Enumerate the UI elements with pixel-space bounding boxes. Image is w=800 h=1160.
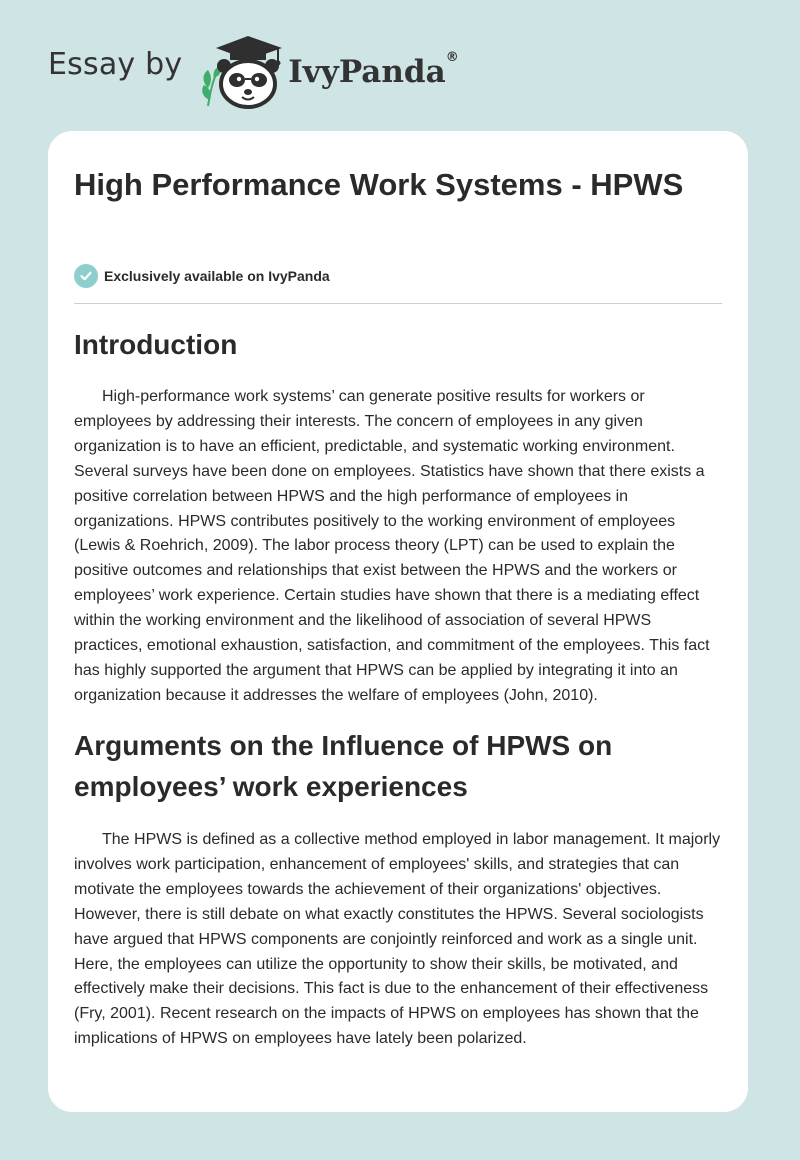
- section-paragraph-introduction: High-performance work systems’ can generate positive results for workers or employees by addressing their interests. The concern of employees in any given organization is to have an efficient, predictable, and systematic working environment. Several surveys have been done on employees. Statistics have shown that there exists a positive correlation between HPWS and the high performance of employees in organizations. HPWS contributes positively to the working environment of employees (Lewis & Roehrich, 2009). The labor process theory (LPT) can be used to explain the positive outcomes and relationships that exist between the HPWS and the workers or employees’ work experience. Certain studies have shown that there is a mediating effect within the working environment and the likelihood of association of several HPWS practices, emotional exhaustion, satisfaction, and commitment of the employees. This fact has highly supported the argument that HPWS can be applied by integrating it into an organization because it addresses the welfare of employees (John, 2010).: [74, 388, 710, 704]
- page-title: High Performance Work Systems - HPWS: [74, 167, 684, 202]
- ivypanda-brand-name: IvyPanda®: [288, 49, 459, 90]
- section-heading-arguments: Arguments on the Influence of HPWS on employees’ work experiences: [74, 730, 613, 802]
- section-heading-introduction: Introduction: [74, 329, 238, 360]
- exclusive-badge: [74, 264, 330, 288]
- essay-card: [48, 131, 748, 1112]
- panda-logo-icon: [194, 30, 286, 110]
- checkmark-icon: [74, 264, 98, 288]
- site-header: [48, 30, 459, 110]
- essay-by-text: Essay by: [48, 46, 183, 82]
- ivypanda-logo[interactable]: [194, 30, 286, 110]
- exclusive-text: Exclusively available on IvyPanda: [104, 268, 330, 284]
- divider: [74, 303, 722, 304]
- section-paragraph-arguments: The HPWS is defined as a collective method employed in labor management. It majorly involves work participation, enhancement of employees' skills, and strategies that can motivate the employees towards the achievement of their organizations' objectives. However, there is still debate on what exactly constitutes the HPWS. Several sociologists have argued that HPWS components are conjointly reinforced and work as a single unit. Here, the employees can utilize the opportunity to show their skills, be motivated, and effectively make their decisions. This fact is due to the enhancement of their effectiveness (Fry, 2001). Recent research on the impacts of HPWS on employees has shown that the implications of HPWS on employees have lately been polarized.: [74, 831, 721, 1048]
